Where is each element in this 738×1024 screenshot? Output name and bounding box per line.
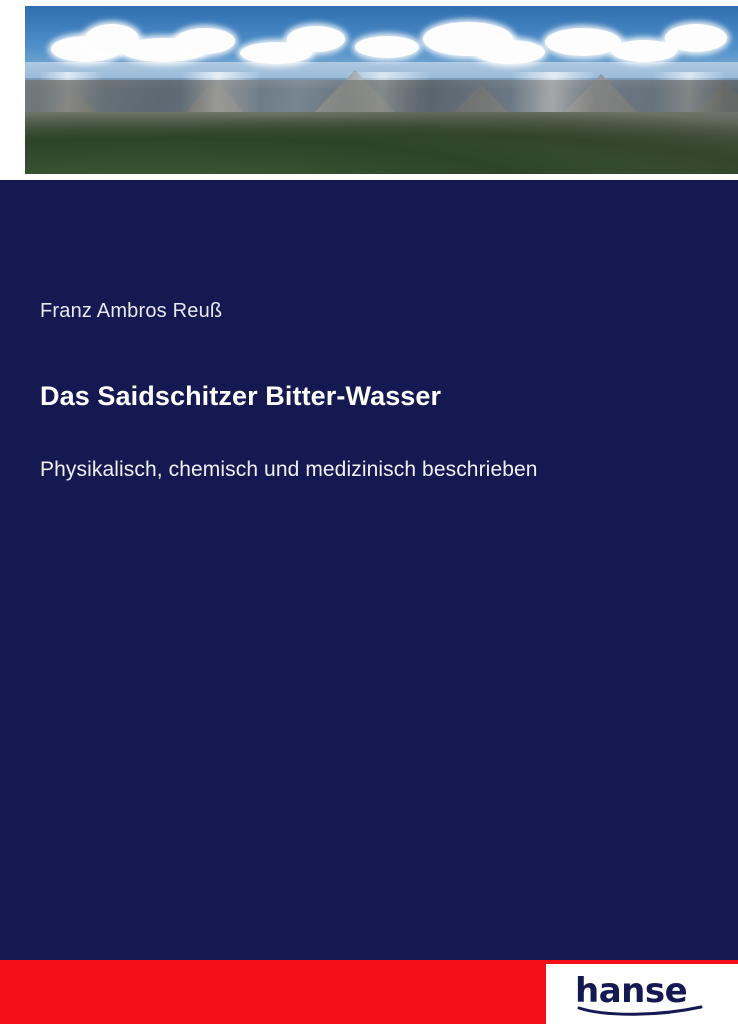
publisher-logo xyxy=(546,964,738,1024)
publisher-logo-text: hanse xyxy=(575,971,688,1011)
cloud xyxy=(355,36,419,58)
book-title: Das Saidschitzer Bitter-Wasser xyxy=(40,381,442,411)
cover-text-block xyxy=(40,300,690,482)
cloud xyxy=(545,28,621,56)
valley-foreground xyxy=(25,112,738,174)
book-subtitle: Physikalisch, chemisch und medizinisch beschrieben xyxy=(40,458,538,481)
header-photo xyxy=(25,6,738,174)
cloud xyxy=(665,24,727,52)
author-name: Franz Ambros Reuß xyxy=(40,300,223,322)
cloud xyxy=(175,28,235,54)
cover-background xyxy=(0,180,738,960)
cloud xyxy=(287,26,345,52)
swoosh-icon xyxy=(577,1005,703,1017)
cloud xyxy=(475,40,545,64)
